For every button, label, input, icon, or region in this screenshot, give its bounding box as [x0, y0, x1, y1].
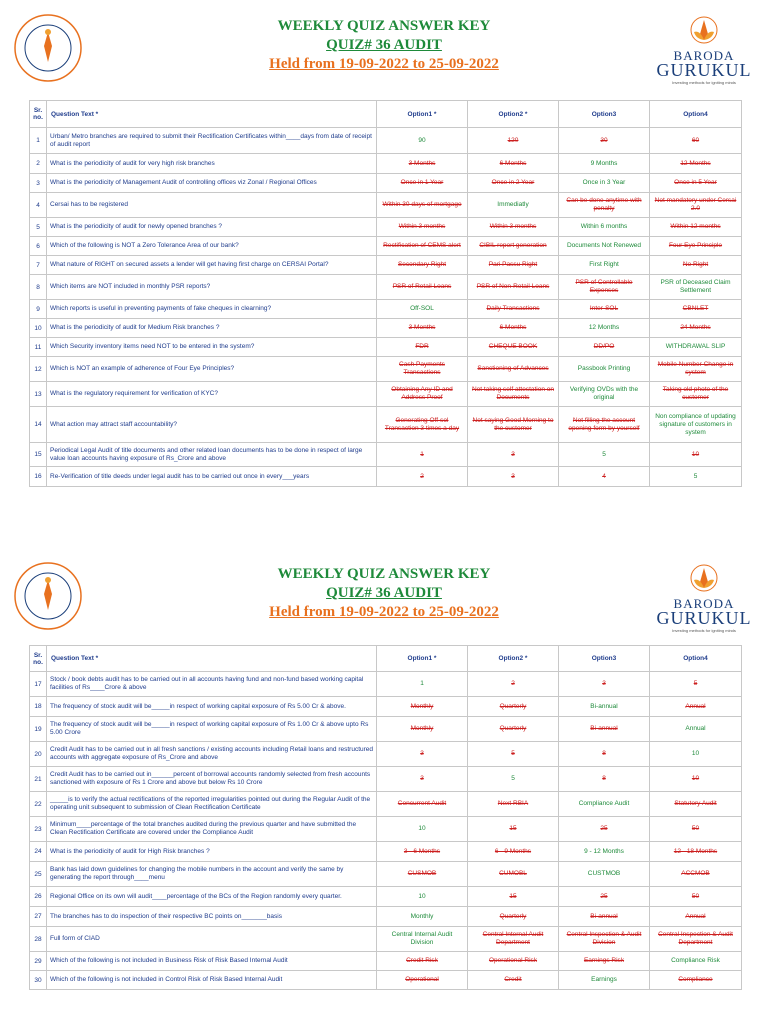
- wrong-answer-option1: CUSMOB: [377, 862, 468, 887]
- serial-number: 28: [30, 927, 47, 952]
- page-header: [0, 548, 768, 648]
- question-text: The frequency of stock audit will be_____in respect of working capital exposure of Rs 5.00 Cr & above.: [47, 697, 377, 717]
- logo-text-gurukul: GURUKUL: [656, 60, 752, 80]
- serial-number: 27: [30, 907, 47, 927]
- correct-answer-option1: 1: [377, 672, 468, 697]
- serial-number: 7: [30, 256, 47, 275]
- question-text: Credit Audit has to be carried out in______percent of borrowal accounts randomly selected from fresh accounts sanctioned with exposure of Rs 1 Crore and above but below Rs 10 Crore: [47, 767, 377, 792]
- table-row: [30, 407, 742, 443]
- quiz-name: QUIZ# 36 AUDIT: [326, 585, 442, 601]
- wrong-answer-option4: Four Eye Principle: [650, 237, 742, 256]
- wrong-answer-option2: Once in 2 Year: [468, 174, 559, 193]
- wrong-answer-option3: PSR of Controllable Expenses: [559, 275, 650, 300]
- wrong-answer-option1: Rectification of CEMS alert: [377, 237, 468, 256]
- col-header-option3: Option3: [559, 101, 650, 128]
- wrong-answer-option4: Annual: [650, 697, 742, 717]
- wrong-answer-option4: Mobile Number Change in system: [650, 357, 742, 382]
- wrong-answer-option1: Within 3 months: [377, 218, 468, 237]
- correct-answer-option3: Within 6 months: [559, 218, 650, 237]
- question-text: What action may attract staff accountability?: [47, 407, 377, 443]
- table-row: [30, 382, 742, 407]
- question-text: Which of the following is not included in Business Risk of Risk Based Internal Audit: [47, 952, 377, 971]
- wrong-answer-option4: 50: [650, 887, 742, 907]
- wrong-answer-option2: CIBIL report generation: [468, 237, 559, 256]
- table-row: [30, 927, 742, 952]
- correct-answer-option1: 90: [377, 128, 468, 154]
- answer-table-1: [29, 100, 742, 487]
- wrong-answer-option2: Central Internal Audit Department: [468, 927, 559, 952]
- wrong-answer-option4: 5: [650, 672, 742, 697]
- table-row: [30, 218, 742, 237]
- serial-number: 14: [30, 407, 47, 443]
- col-header-option3: Option3: [559, 646, 650, 672]
- table-row: [30, 237, 742, 256]
- wrong-answer-option1: Once in 1 Year: [377, 174, 468, 193]
- correct-answer-option3: 12 Months: [559, 319, 650, 338]
- correct-answer-option4: PSR of Deceased Claim Settlement: [650, 275, 742, 300]
- correct-answer-option1: Off-SOL: [377, 300, 468, 319]
- wrong-answer-option2: CUMOBL: [468, 862, 559, 887]
- serial-number: 19: [30, 717, 47, 742]
- wrong-answer-option1: 3 Months: [377, 154, 468, 174]
- serial-number: 11: [30, 338, 47, 357]
- serial-number: 15: [30, 443, 47, 467]
- col-header-question: Question Text *: [47, 101, 377, 128]
- wrong-answer-option3: 8: [559, 742, 650, 767]
- held-dates: Held from 19-09-2022 to 25-09-2022: [269, 604, 499, 620]
- wrong-answer-option4: Annual: [650, 907, 742, 927]
- correct-answer-option3: First Right: [559, 256, 650, 275]
- wrong-answer-option2: 120: [468, 128, 559, 154]
- correct-answer-option4: Annual: [650, 717, 742, 742]
- wrong-answer-option2: 2: [468, 672, 559, 697]
- question-text: What is the periodicity of audit for newly opened branches ?: [47, 218, 377, 237]
- table-row: [30, 275, 742, 300]
- wrong-answer-option1: Monthly: [377, 697, 468, 717]
- question-text: Re-Verification of title deeds under legal audit has to be carried out once in every___years: [47, 467, 377, 487]
- question-text: What is the periodicity of Management Audit of controlling offices viz Zonal / Regional Offices: [47, 174, 377, 193]
- table-row: [30, 952, 742, 971]
- correct-answer-option3: Verifying OVDs with the original: [559, 382, 650, 407]
- wrong-answer-option2: Credit: [468, 971, 559, 990]
- answer-key-page-2: [0, 548, 768, 984]
- question-text: Which is NOT an example of adherence of Four Eye Principles?: [47, 357, 377, 382]
- question-text: What nature of RIGHT on secured assets a lender will get having first charge on CERSAI Portal?: [47, 256, 377, 275]
- question-text: What is the periodicity of audit for High Risk branches ?: [47, 842, 377, 862]
- wrong-answer-option3: Inter-SOL: [559, 300, 650, 319]
- wrong-answer-option3: DD/PO: [559, 338, 650, 357]
- serial-number: 1: [30, 128, 47, 154]
- wrong-answer-option1: Credit Risk: [377, 952, 468, 971]
- question-text: Which of the following is NOT a Zero Tolerance Area of our bank?: [47, 237, 377, 256]
- wrong-answer-option4: 12 Months: [650, 154, 742, 174]
- wrong-answer-option2: 6 - 9 Months: [468, 842, 559, 862]
- wrong-answer-option3: 25: [559, 817, 650, 842]
- wrong-answer-option2: Sanctioning of Advances: [468, 357, 559, 382]
- serial-number: 23: [30, 817, 47, 842]
- serial-number: 18: [30, 697, 47, 717]
- wrong-answer-option4: Not mandatory under Cersai 2.0: [650, 193, 742, 218]
- wrong-answer-option3: Bi-annual: [559, 907, 650, 927]
- question-text: Which items are NOT included in monthly PSR reports?: [47, 275, 377, 300]
- logo-tagline: Investing methods for igniting minds: [672, 80, 736, 85]
- wrong-answer-option3: 4: [559, 467, 650, 487]
- correct-answer-option4: 10: [650, 742, 742, 767]
- correct-answer-option3: 9 Months: [559, 154, 650, 174]
- wrong-answer-option4: CBNLET: [650, 300, 742, 319]
- answer-key-page-1: [0, 0, 768, 480]
- wrong-answer-option2: Within 3 months: [468, 218, 559, 237]
- wrong-answer-option4: 10: [650, 767, 742, 792]
- wrong-answer-option4: 10: [650, 443, 742, 467]
- question-text: Which Security inventory items need NOT to be entered in the system?: [47, 338, 377, 357]
- correct-answer-option3: Once in 3 Year: [559, 174, 650, 193]
- correct-answer-option3: Earnings: [559, 971, 650, 990]
- correct-answer-option3: 5: [559, 443, 650, 467]
- serial-number: 29: [30, 952, 47, 971]
- wrong-answer-option2: Quarterly: [468, 717, 559, 742]
- correct-answer-option2: Immediatly: [468, 193, 559, 218]
- wrong-answer-option4: ACCMOB: [650, 862, 742, 887]
- logo-text-baroda: BARODA: [673, 48, 735, 63]
- wrong-answer-option1: Monthly: [377, 717, 468, 742]
- serial-number: 17: [30, 672, 47, 697]
- page-header: [0, 0, 768, 100]
- question-text: Which reports is useful in preventing payments of fake cheques in clearning?: [47, 300, 377, 319]
- wrong-answer-option2: Pari Passu Right: [468, 256, 559, 275]
- table-header-row: [30, 646, 742, 672]
- col-header-option1: Option1 *: [377, 646, 468, 672]
- correct-answer-option4: 5: [650, 467, 742, 487]
- page-title: WEEKLY QUIZ ANSWER KEY: [277, 18, 491, 34]
- wrong-answer-option1: 3 - 6 Months: [377, 842, 468, 862]
- wrong-answer-option4: No Right: [650, 256, 742, 275]
- correct-answer-option1: 10: [377, 887, 468, 907]
- wrong-answer-option1: 1: [377, 443, 468, 467]
- col-header-option4: Option4: [650, 101, 742, 128]
- table-row: [30, 300, 742, 319]
- quiz-name: QUIZ# 36 AUDIT: [326, 37, 442, 53]
- wrong-answer-option2: Quarterly: [468, 697, 559, 717]
- question-text: Which of the following is not included in Control Risk of Risk Based Internal Audit: [47, 971, 377, 990]
- table-row: [30, 842, 742, 862]
- held-dates: Held from 19-09-2022 to 25-09-2022: [269, 56, 499, 72]
- wrong-answer-option1: Cash Payments Transactions: [377, 357, 468, 382]
- wrong-answer-option2: 3: [468, 467, 559, 487]
- wrong-answer-option2: CHEQUE BOOK: [468, 338, 559, 357]
- correct-answer-option3: Documents Not Renewed: [559, 237, 650, 256]
- serial-number: 21: [30, 767, 47, 792]
- serial-number: 20: [30, 742, 47, 767]
- wrong-answer-option1: 3: [377, 767, 468, 792]
- serial-number: 16: [30, 467, 47, 487]
- correct-answer-option3: 9 - 12 Months: [559, 842, 650, 862]
- table-row: [30, 767, 742, 792]
- serial-number: 4: [30, 193, 47, 218]
- table-row: [30, 792, 742, 817]
- table-row: [30, 817, 742, 842]
- wrong-answer-option1: Generating Off-sol Transaction 3 times a day: [377, 407, 468, 443]
- wrong-answer-option1: PSR of Retail Loans: [377, 275, 468, 300]
- wrong-answer-option4: 24 Months: [650, 319, 742, 338]
- wrong-answer-option4: Within 12 months: [650, 218, 742, 237]
- serial-number: 5: [30, 218, 47, 237]
- lotus-icon: [656, 12, 752, 48]
- wrong-answer-option3: Can be done anytime with penalty: [559, 193, 650, 218]
- table-row: [30, 971, 742, 990]
- table-row: [30, 717, 742, 742]
- logo-text-baroda: BARODA: [673, 596, 735, 611]
- wrong-answer-option1: Within 30 days of mortgage: [377, 193, 468, 218]
- wrong-answer-option4: Statutory Audit: [650, 792, 742, 817]
- question-text: The branches has to do inspection of their respective BC points on_______basis: [47, 907, 377, 927]
- wrong-answer-option2: 6 Months: [468, 319, 559, 338]
- wrong-answer-option1: 3: [377, 742, 468, 767]
- serial-number: 12: [30, 357, 47, 382]
- correct-answer-option3: Compliance Audit: [559, 792, 650, 817]
- wrong-answer-option1: FDR: [377, 338, 468, 357]
- table-row: [30, 357, 742, 382]
- logo-text-gurukul: GURUKUL: [656, 608, 752, 628]
- table-row: [30, 887, 742, 907]
- correct-answer-option4: WITHDRAWAL SLIP: [650, 338, 742, 357]
- serial-number: 26: [30, 887, 47, 907]
- serial-number: 25: [30, 862, 47, 887]
- answer-table-2: [29, 645, 742, 990]
- wrong-answer-option2: 15: [468, 817, 559, 842]
- wrong-answer-option2: 3: [468, 443, 559, 467]
- wrong-answer-option2: Next RBIA: [468, 792, 559, 817]
- question-text: What is the periodicity of audit for very high risk branches: [47, 154, 377, 174]
- wrong-answer-option2: Not taking self attestation on Documents: [468, 382, 559, 407]
- correct-answer-option3: CUSTMOB: [559, 862, 650, 887]
- wrong-answer-option3: 8: [559, 767, 650, 792]
- table-row: [30, 256, 742, 275]
- wrong-answer-option3: Bi-annual: [559, 717, 650, 742]
- serial-number: 6: [30, 237, 47, 256]
- wrong-answer-option2: 6 Months: [468, 154, 559, 174]
- question-text: Minimum____percentage of the total branches audited during the previous quarter and have submitted the Clean Rectification Certificate are covered under the Compliance Audit: [47, 817, 377, 842]
- correct-answer-option4: Compliance Risk: [650, 952, 742, 971]
- serial-number: 9: [30, 300, 47, 319]
- question-text: Stock / book debts audit has to be carried out in all accounts having fund and non-fund based working capital facilities of Rs____Crore & above: [47, 672, 377, 697]
- correct-answer-option2: 5: [468, 767, 559, 792]
- correct-answer-option3: Passbook Printing: [559, 357, 650, 382]
- baroda-gurukul-logo: [656, 12, 752, 88]
- serial-number: 13: [30, 382, 47, 407]
- col-header-option2: Option2 *: [468, 101, 559, 128]
- wrong-answer-option3: 30: [559, 128, 650, 154]
- question-text: Full form of CIAD: [47, 927, 377, 952]
- correct-answer-option3: Bi-annual: [559, 697, 650, 717]
- table-row: [30, 672, 742, 697]
- col-header-option1: Option1 *: [377, 101, 468, 128]
- table-row: [30, 174, 742, 193]
- wrong-answer-option4: Once in 5 Year: [650, 174, 742, 193]
- col-header-option2: Option2 *: [468, 646, 559, 672]
- page-title: WEEKLY QUIZ ANSWER KEY: [277, 566, 491, 582]
- wrong-answer-option1: 2: [377, 467, 468, 487]
- table-row: [30, 742, 742, 767]
- table-row: [30, 193, 742, 218]
- logo-tagline: Investing methods for igniting minds: [672, 628, 736, 633]
- table-row: [30, 319, 742, 338]
- baroda-gurukul-logo: [656, 560, 752, 636]
- table-row: [30, 338, 742, 357]
- wrong-answer-option2: Quarterly: [468, 907, 559, 927]
- question-text: Regional Office on its own will audit____percentage of the BCs of the Region randomly every quarter.: [47, 887, 377, 907]
- wrong-answer-option3: Earnings Risk: [559, 952, 650, 971]
- wrong-answer-option3: Not filling the account opening form by yourself: [559, 407, 650, 443]
- serial-number: 30: [30, 971, 47, 990]
- col-header-option4: Option4: [650, 646, 742, 672]
- table-row: [30, 467, 742, 487]
- wrong-answer-option4: 60: [650, 128, 742, 154]
- lotus-icon: [656, 560, 752, 596]
- correct-answer-option1: Monthly: [377, 907, 468, 927]
- question-text: Bank has laid down guidelines for changing the mobile numbers in the account and verify the same by generating the report through____menu: [47, 862, 377, 887]
- wrong-answer-option1: Obtaining Any ID and Address Proof: [377, 382, 468, 407]
- wrong-answer-option3: Central Inspection & Audit Division: [559, 927, 650, 952]
- table-row: [30, 128, 742, 154]
- table-row: [30, 697, 742, 717]
- correct-answer-option1: 10: [377, 817, 468, 842]
- serial-number: 10: [30, 319, 47, 338]
- table-row: [30, 907, 742, 927]
- wrong-answer-option1: Concurrent Audit: [377, 792, 468, 817]
- wrong-answer-option2: Operational Risk: [468, 952, 559, 971]
- wrong-answer-option2: 5: [468, 742, 559, 767]
- table-row: [30, 154, 742, 174]
- col-header-sr: Sr. no.: [30, 101, 47, 128]
- serial-number: 2: [30, 154, 47, 174]
- wrong-answer-option4: Central Inspection & Audit Department: [650, 927, 742, 952]
- serial-number: 8: [30, 275, 47, 300]
- wrong-answer-option4: 12 - 18 Months: [650, 842, 742, 862]
- wrong-answer-option1: Operational: [377, 971, 468, 990]
- question-text: What is the regulatory requirement for verification of KYC?: [47, 382, 377, 407]
- wrong-answer-option4: 50: [650, 817, 742, 842]
- table-header-row: [30, 101, 742, 128]
- question-text: Credit Audit has to be carried out in all fresh sanctions / existing accounts including Retail loans and restructured accounts with aggregate exposure of Rs_Crore and above: [47, 742, 377, 767]
- correct-answer-option4: Non compliance of updating signature of customers in system: [650, 407, 742, 443]
- wrong-answer-option4: Taking old photo of the customer: [650, 382, 742, 407]
- serial-number: 22: [30, 792, 47, 817]
- col-header-sr: Sr. no.: [30, 646, 47, 672]
- question-text: Urban/ Metro branches are required to submit their Rectification Certificates within____days from date of receipt of audit report: [47, 128, 377, 154]
- wrong-answer-option3: 25: [559, 887, 650, 907]
- wrong-answer-option4: Compliance: [650, 971, 742, 990]
- table-row: [30, 862, 742, 887]
- wrong-answer-option1: 3 Months: [377, 319, 468, 338]
- question-text: _____is to verify the actual rectifications of the reported irregularities pointed out during the Regular Audit of the operating unit subsequent to submission of Clean Rectification Certificate: [47, 792, 377, 817]
- wrong-answer-option3: 3: [559, 672, 650, 697]
- wrong-answer-option2: Not saying Good Morning to the customer: [468, 407, 559, 443]
- wrong-answer-option2: 15: [468, 887, 559, 907]
- serial-number: 3: [30, 174, 47, 193]
- wrong-answer-option1: Secondary Right: [377, 256, 468, 275]
- correct-answer-option1: Central Internal Audit Division: [377, 927, 468, 952]
- wrong-answer-option2: PSR of Non-Retail Loans: [468, 275, 559, 300]
- question-text: What is the periodicity of audit for Medium Risk branches ?: [47, 319, 377, 338]
- serial-number: 24: [30, 842, 47, 862]
- question-text: Cersai has to be registered: [47, 193, 377, 218]
- col-header-question: Question Text *: [47, 646, 377, 672]
- wrong-answer-option2: Daily Transactions: [468, 300, 559, 319]
- table-row: [30, 443, 742, 467]
- question-text: Periodical Legal Audit of title documents and other related loan documents has to be done in respect of large value loan accounts having exposure of Rs_Crore and above: [47, 443, 377, 467]
- question-text: The frequency of stock audit will be_____in respect of working capital exposure of Rs 1.00 Cr & above upto Rs 5.00 Crore: [47, 717, 377, 742]
